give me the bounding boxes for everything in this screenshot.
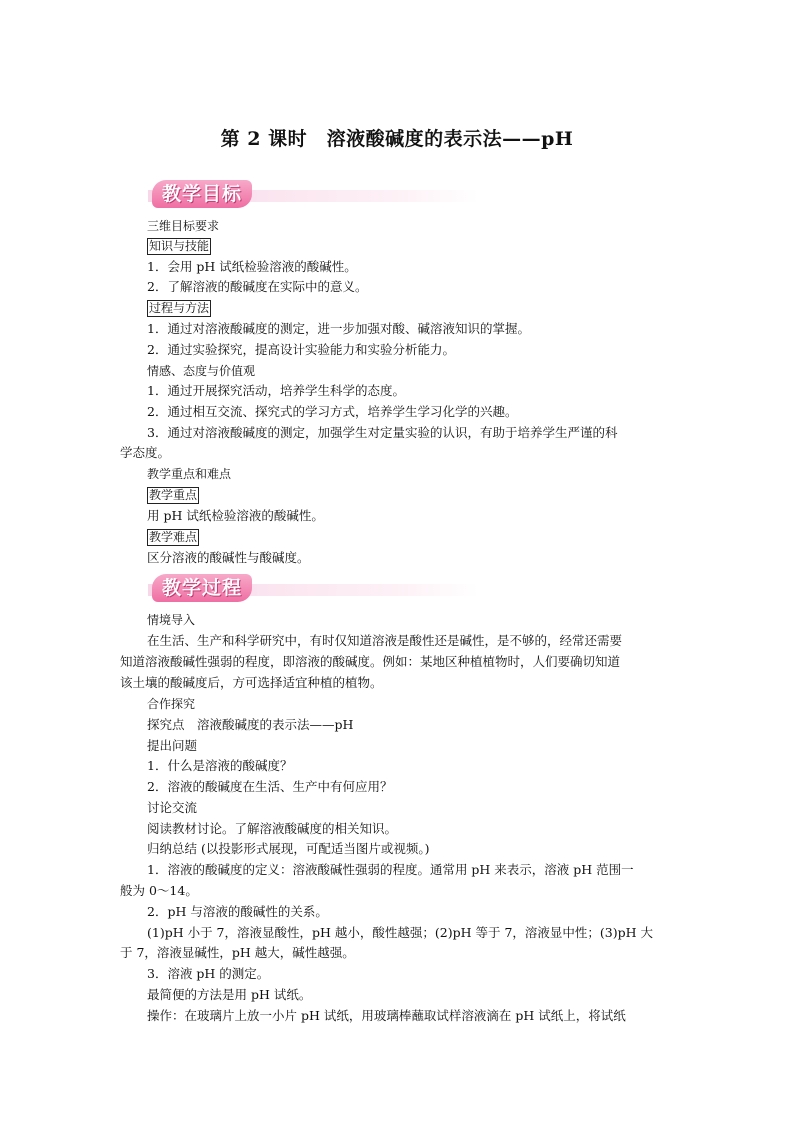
process-method-heading [147, 299, 211, 317]
heading-label: 教学目标 [152, 180, 252, 208]
emotion-heading: 情感、态度与价值观 [147, 364, 256, 378]
intro-line-2: 知道溶液酸碱性强弱的程度，即溶液的酸碱度。例如：某地区种植植物时，人们要确切知道 [120, 654, 621, 669]
process-item-2: 2．通过实验探究，提高设计实验能力和实验分析能力。 [147, 342, 455, 357]
summary-1: 1．溶液的酸碱度的定义：溶液酸碱性强弱的程度。通常用 pH 来表示，溶液 pH 范围一 [147, 862, 634, 877]
heading-label: 教学过程 [152, 574, 252, 602]
knowledge-heading [147, 237, 211, 255]
summary-3: 3．溶液 pH 的测定。 [147, 966, 270, 981]
difficulty-text: 区分溶液的酸碱性与酸碱度。 [147, 550, 310, 565]
focus-text: 用 pH 试纸检验溶液的酸碱性。 [147, 508, 324, 523]
summary-2b: 于 7，溶液显碱性，pH 越大，碱性越强。 [120, 945, 355, 960]
summary-2a: (1)pH 小于 7，溶液显酸性，pH 越小，酸性越强；(2)pH 等于 7，溶液显中性；(3)pH 大 [147, 925, 653, 940]
intro-line-3: 该土壤的酸碱度后，方可选择适宜种植的植物。 [120, 675, 383, 690]
boxed-label: 教学重点 [149, 488, 198, 502]
emotion-item-3-cont: 学态度。 [120, 445, 171, 460]
summary-heading: 归纳总结 (以投影形式展现，可配适当图片或视频。) [147, 841, 430, 856]
boxed-label: 过程与方法 [149, 301, 210, 315]
focus-heading [147, 486, 199, 504]
discuss-text: 阅读教材讨论。了解溶液酸碱度的相关知识。 [147, 821, 398, 836]
boxed-label: 教学难点 [149, 530, 198, 544]
summary-3a: 最简便的方法是用 pH 试纸。 [147, 987, 312, 1002]
emotion-item-1: 1．通过开展探究活动，培养学生科学的态度。 [147, 383, 405, 398]
intro-heading: 情境导入 [147, 613, 196, 627]
section-heading-goals [148, 180, 478, 210]
keypoints-heading: 教学重点和难点 [147, 467, 232, 481]
section-heading-process [148, 574, 478, 604]
three-dim-heading: 三维目标要求 [147, 219, 220, 233]
page-title: 第 2 课时 溶液酸碱度的表示法——pH [220, 128, 574, 150]
process-item-1: 1．通过对溶液酸碱度的测定，进一步加强对酸、碱溶液知识的掌握。 [147, 321, 530, 336]
knowledge-item-1: 1．会用 pH 试纸检验溶液的酸碱性。 [147, 259, 357, 274]
discuss-heading: 讨论交流 [147, 800, 198, 815]
explore-point: 探究点 溶液酸碱度的表示法——pH [147, 717, 354, 732]
question-1: 1．什么是溶液的酸碱度？ [147, 758, 293, 773]
summary-1-cont: 般为 0～14。 [120, 883, 198, 898]
summary-2: 2．pH 与溶液的酸碱性的关系。 [147, 904, 328, 919]
knowledge-item-2: 2．了解溶液的酸碱度在实际中的意义。 [147, 279, 368, 294]
boxed-label: 知识与技能 [149, 239, 210, 253]
emotion-item-2: 2．通过相互交流、探究式的学习方式，培养学生学习化学的兴趣。 [147, 404, 518, 419]
question-2: 2．溶液的酸碱度在生活、生产中有何应用？ [147, 779, 393, 794]
coop-heading: 合作探究 [147, 697, 196, 711]
emotion-item-3: 3．通过对溶液酸碱度的测定，加强学生对定量实验的认识，有助于培养学生严谨的科 [147, 425, 618, 440]
intro-line-1: 在生活、生产和科学研究中，有时仅知道溶液是酸性还是碱性，是不够的，经常还需要 [147, 633, 623, 648]
summary-3b: 操作：在玻璃片上放一小片 pH 试纸，用玻璃棒蘸取试样溶液滴在 pH 试纸上，将试纸 [147, 1008, 626, 1023]
difficulty-heading [147, 528, 199, 546]
ask-heading: 提出问题 [147, 738, 198, 753]
